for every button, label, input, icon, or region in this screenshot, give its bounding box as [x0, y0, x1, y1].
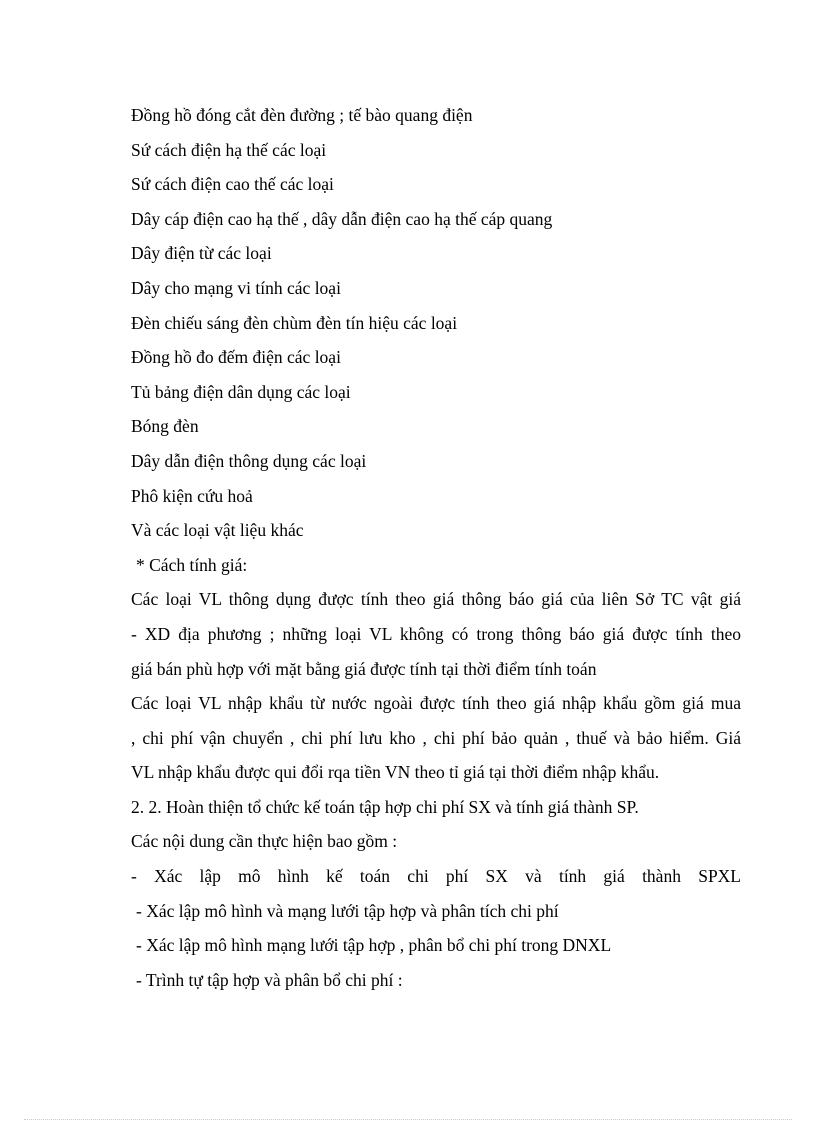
bullet-item: - Trình tự tập hợp và phân bổ chi phí :	[136, 969, 403, 990]
list-item: Sứ cách điện hạ thế các loại	[131, 139, 327, 160]
list-item: Đèn chiếu sáng đèn chùm đèn tín hiệu các loại	[131, 312, 458, 333]
list-item: Phô kiện cứu hoả	[131, 485, 253, 506]
list-item: Đồng hồ đóng cắt đèn đường ; tế bào quang điện	[131, 105, 473, 125]
list-item: Dây dẫn điện thông dụng các loại	[131, 450, 367, 471]
import-paragraph-line: VL nhập khẩu được qui đổi rqa tiền VN theo tỉ giá tại thời điểm nhập khẩu.	[131, 762, 660, 783]
list-item: Bóng đèn	[131, 416, 199, 437]
list-item: Dây cáp điện cao hạ thế , dây dẫn điện cao hạ thế cáp quang	[131, 208, 553, 229]
list-item: Tủ bảng điện dân dụng các loại	[131, 381, 351, 402]
list-item: Dây điện từ các loại	[131, 243, 272, 264]
section-intro: Các nội dung cần thực hiện bao gồm :	[131, 831, 398, 852]
import-paragraph-line: Các loại VL nhập khẩu từ nước ngoài được tính theo giá nhập khẩu gồm giá mua	[131, 693, 741, 714]
bullet-item: - Xác lập mô hình và mạng lưới tập hợp và phân tích chi phí	[136, 900, 559, 921]
pricing-paragraph-line: - XD địa phương ; những loại VL không có trong thông báo giá được tính theo	[131, 623, 741, 644]
bullet-item: - Xác lập mô hình kế toán chi phí SX và tính giá thành SPXL	[131, 866, 741, 887]
pricing-paragraph-line: Các loại VL thông dụng được tính theo giá thông báo giá của liên Sở TC vật giá	[131, 589, 741, 610]
section-heading: 2. 2. Hoàn thiện tổ chức kế toán tập hợp chi phí SX và tính giá thành SP.	[131, 796, 639, 817]
list-item: Đồng hồ đo đếm điện các loại	[131, 347, 341, 368]
list-item: Dây cho mạng vi tính các loại	[131, 277, 341, 298]
bullet-item: - Xác lập mô hình mạng lưới tập hợp , phân bổ chi phí trong DNXL	[136, 935, 612, 956]
pricing-paragraph-line: giá bán phù hợp với mặt bằng giá được tính tại thời điểm tính toán	[131, 658, 597, 679]
pricing-heading: * Cách tính giá:	[136, 554, 248, 575]
list-item: Sứ cách điện cao thế các loại	[131, 174, 334, 195]
page-bottom-divider	[24, 1119, 792, 1120]
import-paragraph-line: , chi phí vận chuyển , chi phí lưu kho , chi phí bảo quản , thuế và bảo hiểm. Giá	[131, 727, 741, 748]
list-item: Và các loại vật liệu khác	[131, 520, 304, 541]
document-body	[131, 98, 741, 997]
